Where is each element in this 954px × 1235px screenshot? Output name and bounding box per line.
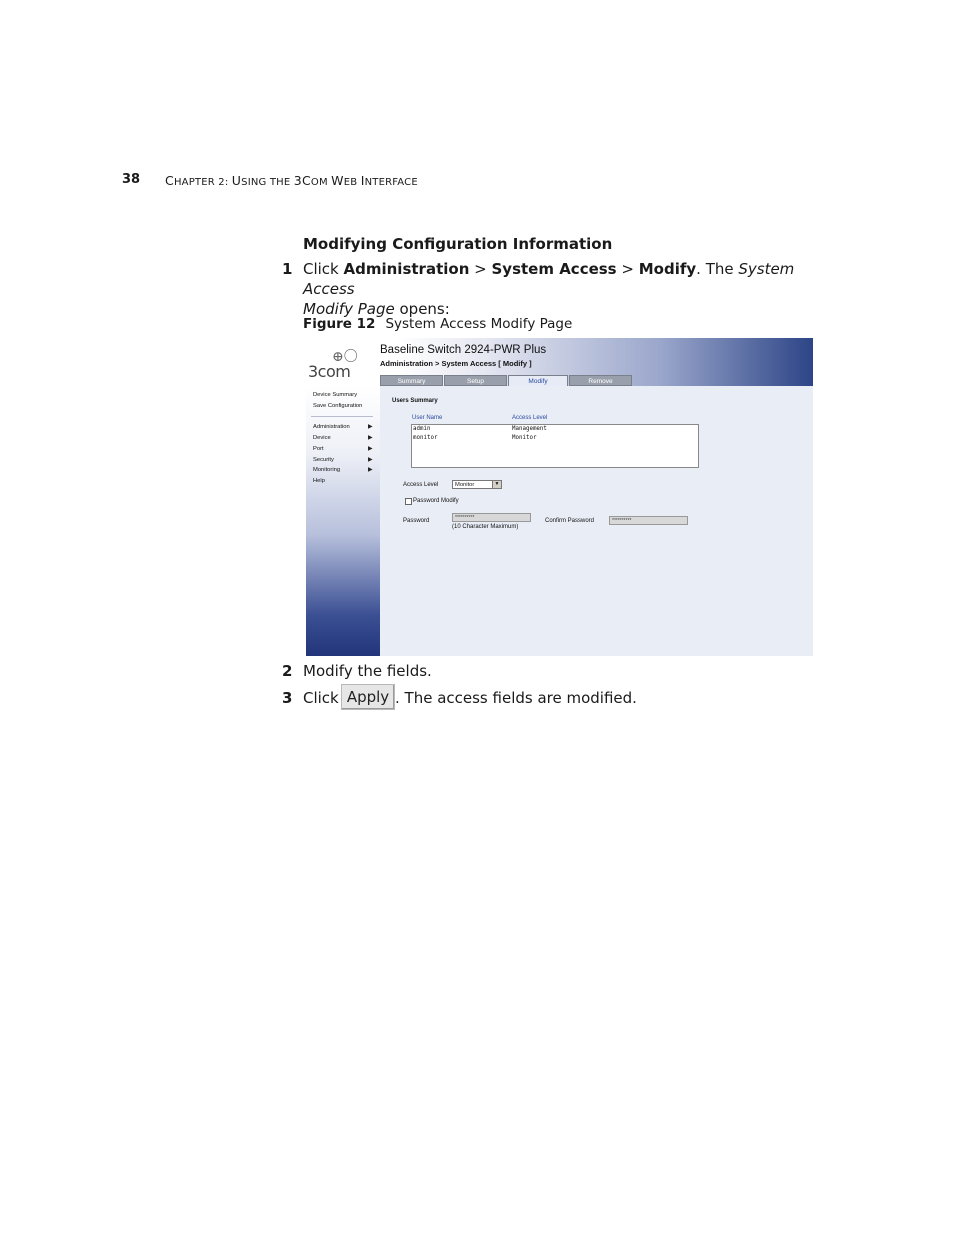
tab-summary[interactable]: Summary [380, 375, 443, 386]
password-hint: (10 Character Maximum) [452, 524, 519, 530]
breadcrumb: Administration > System Access [ Modify ] [380, 359, 532, 368]
chapter-header-part: INTERFACE [360, 173, 418, 188]
sidebar-item-device-summary[interactable]: Device Summary [313, 392, 358, 398]
step-number: 3 [282, 689, 293, 707]
chevron-down-icon: ▼ [492, 481, 501, 488]
sidebar-item-monitoring[interactable]: Monitoring [313, 467, 341, 473]
step-3-click: Click [303, 689, 339, 707]
table-cell: monitor [413, 435, 438, 441]
section-title: Modifying Configuration Information [303, 235, 613, 253]
device-title: Baseline Switch 2924-PWR Plus [380, 344, 547, 356]
tab-setup[interactable]: Setup [444, 375, 507, 386]
logo-3com: 3com [308, 362, 351, 381]
chapter-header-part: WEB [331, 173, 361, 188]
chapter-header-part: USING THE [231, 173, 294, 188]
confirm-password-label: Confirm Password [545, 518, 595, 524]
page-number: 38 [122, 172, 141, 187]
tab-remove[interactable]: Remove [569, 375, 632, 386]
chapter-header [165, 173, 418, 188]
step-1-text: Click Administration > System Access > Modify. The System Access Modify Page opens: [303, 260, 795, 318]
password-label: Password [403, 518, 430, 524]
sidebar-divider [311, 416, 373, 417]
web-interface-screenshot [306, 338, 813, 656]
table-cell: admin [413, 426, 431, 432]
password-modify-checkbox[interactable] [405, 498, 412, 505]
sidebar-item-port[interactable]: Port [313, 446, 324, 452]
chevron-right-icon: ▶ [368, 446, 373, 452]
step-number: 1 [282, 260, 293, 278]
logo-icon: ⊕〇 [332, 349, 358, 365]
figure-title: System Access Modify Page [385, 316, 573, 332]
chevron-right-icon: ▶ [368, 424, 373, 430]
step-number: 2 [282, 662, 293, 680]
sidebar-item-device[interactable]: Device [313, 435, 331, 441]
figure-caption [303, 316, 572, 332]
step-3-text: . The access fields are modified. [395, 689, 637, 707]
chevron-right-icon: ▶ [368, 457, 373, 463]
column-header-access-level: Access Level [512, 415, 548, 421]
chevron-right-icon: ▶ [368, 435, 373, 441]
figure-label: Figure 12 [303, 316, 376, 332]
chapter-header-part: 3COM [293, 173, 332, 188]
access-level-label: Access Level [403, 482, 439, 488]
sidebar-item-administration[interactable]: Administration [313, 424, 350, 430]
users-summary-heading: Users Summary [392, 398, 438, 404]
column-header-user-name: User Name [412, 415, 443, 421]
apply-button[interactable]: Apply [341, 684, 395, 710]
sidebar [306, 386, 380, 656]
tab-modify[interactable]: Modify [508, 375, 568, 386]
chevron-right-icon: ▶ [368, 467, 373, 473]
users-list[interactable] [411, 424, 699, 468]
password-modify-label: Password Modify [413, 498, 459, 504]
password-field[interactable]: ********** [452, 513, 531, 522]
table-cell: Management [512, 426, 547, 432]
chapter-header-part: CHAPTER 2: [165, 173, 232, 188]
access-level-value: Monitor [455, 482, 475, 488]
access-level-select[interactable] [452, 480, 502, 489]
table-cell: Monitor [512, 435, 537, 441]
sidebar-item-security[interactable]: Security [313, 457, 334, 463]
sidebar-item-save-configuration[interactable]: Save Configuration [313, 403, 363, 409]
content-panel [380, 386, 813, 656]
confirm-password-field[interactable]: ********** [609, 516, 688, 525]
sidebar-item-help[interactable]: Help [313, 478, 325, 484]
step-2-text: Modify the fields. [303, 662, 432, 680]
